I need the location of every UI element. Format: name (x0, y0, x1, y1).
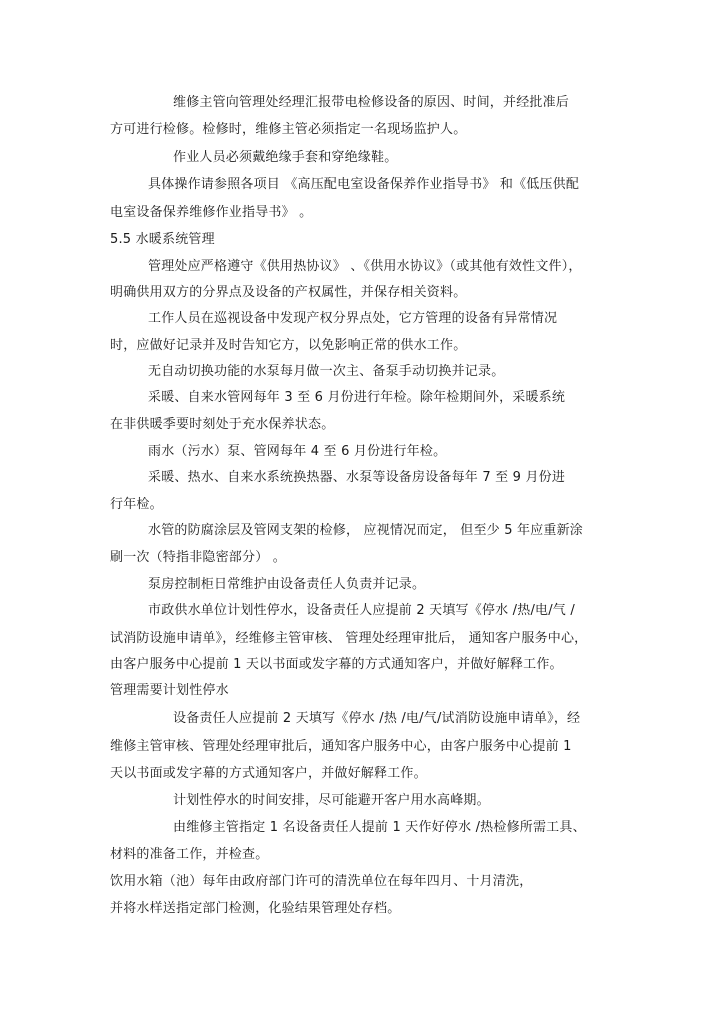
text-line: 饮用水箱（池）每年由政府部门许可的清洗单位在每年四月、十月清洗， (110, 874, 533, 889)
text-line: 市政供水单位计划性停水，设备责任人应提前 2 天填写《停水 /热/电/气 / (148, 603, 575, 618)
text-line: 试消防设施申请单》，经维修主管审核、 管理处经理审批后， 通知客户服务中心， (110, 631, 588, 646)
text-line: 采暖、热水、自来水系统换热器、水泵等设备房设备每年 7 至 9 月份进 (148, 470, 566, 485)
text-line: 维修主管审核、管理处经理审批后，通知客户服务中心，由客户服务中心提前 1 (110, 739, 572, 754)
text-line: 工作人员在巡视设备中发现产权分界点处，它方管理的设备有异常情况 (148, 311, 558, 326)
text-line: 方可进行检修。检修时，维修主管必须指定一名现场监护人。 (110, 122, 467, 137)
text-line: 作业人员必须戴绝缘手套和穿绝缘鞋。 (173, 150, 398, 165)
text-line: 无自动切换功能的水泵每月做一次主、备泵手动切换并记录。 (148, 364, 505, 379)
text-line: 由维修主管指定 1 名设备责任人提前 1 天作好停水 /热检修所需工具、 (173, 820, 586, 835)
text-line: 采暖、自来水管网每年 3 至 6 月份进行年检。除年检期间外，采暖系统 (148, 390, 566, 405)
text-line: 时，应做好记录并及时告知它方，以免影响正常的供水工作。 (110, 338, 467, 353)
text-line: 维修主管向管理处经理汇报带电检修设备的原因、时间，并经批准后 (173, 95, 570, 110)
text-line: 管理处应严格遵守《供用热协议》 、《供用水协议》（或其他有效性文件）， (148, 259, 582, 274)
text-line: 设备责任人应提前 2 天填写《停水 /热 /电/气/试消防设施申请单》，经 (173, 711, 581, 726)
subheading: 管理需要计划性停水 (110, 683, 229, 698)
text-line: 行年检。 (110, 497, 163, 512)
text-line: 由客户服务中心提前 1 天以书面或发字幕的方式通知客户，并做好解释工作。 (110, 657, 563, 672)
text-line: 水管的防腐涂层及管网支架的检修， 应视情况而定， 但至少 5 年应重新涂 (148, 523, 584, 538)
text-line: 天以书面或发字幕的方式通知客户，并做好解释工作。 (110, 766, 427, 781)
text-line: 雨水（污水）泵、管网每年 4 至 6 月份进行年检。 (148, 444, 447, 459)
text-line: 在非供暖季要时刻处于充水保养状态。 (110, 417, 335, 432)
text-line: 电室设备保养维修作业指导书》 。 (110, 205, 313, 220)
text-line: 具体操作请参照各项目 《高压配电室设备保养作业指导书》 和《低压供配 (148, 177, 580, 192)
text-line: 泵房控制柜日常维护由设备责任人负责并记录。 (148, 577, 426, 592)
text-line: 并将水样送指定部门检测，化验结果管理处存档。 (110, 901, 401, 916)
text-line: 计划性停水的时间安排，尽可能避开客户用水高峰期。 (173, 793, 490, 808)
text-line: 刷一次（特指非隐密部分） 。 (110, 550, 286, 565)
text-line: 明确供用双方的分界点及设备的产权属性，并保存相关资料。 (110, 285, 467, 300)
text-line: 材料的准备工作，并检查。 (110, 847, 269, 862)
section-heading: 5.5 水暖系统管理 (110, 232, 215, 247)
